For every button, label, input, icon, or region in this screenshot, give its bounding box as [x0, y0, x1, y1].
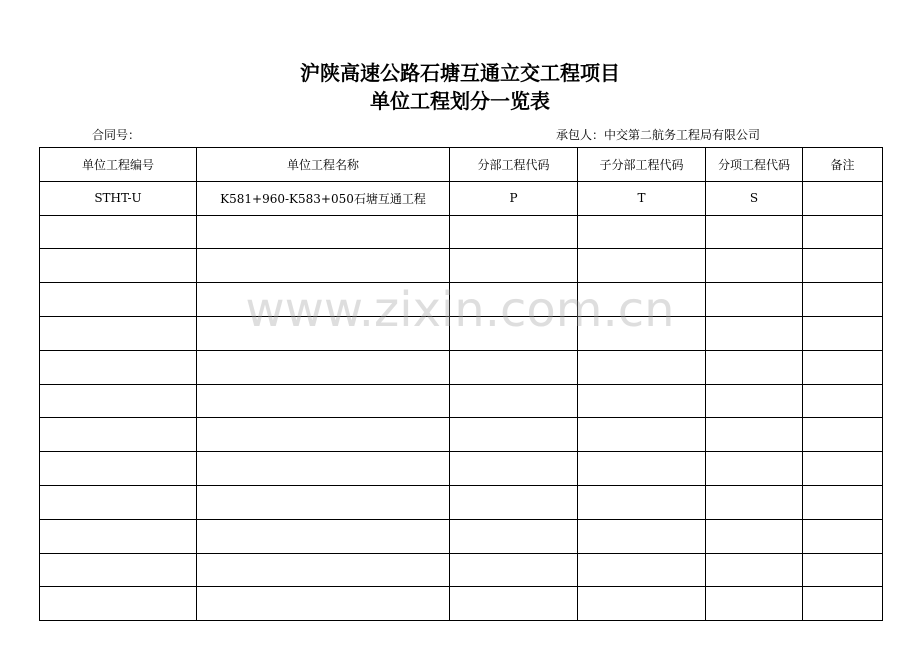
- empty-table-cell: [197, 452, 450, 486]
- empty-table-row: [40, 418, 883, 452]
- empty-table-cell: [706, 587, 803, 621]
- empty-table-cell: [706, 316, 803, 350]
- table-cell: STHT-U: [40, 181, 197, 215]
- empty-table-cell: [450, 384, 578, 418]
- empty-table-cell: [803, 384, 883, 418]
- empty-table-cell: [40, 452, 197, 486]
- empty-table-cell: [578, 587, 706, 621]
- empty-table-cell: [197, 316, 450, 350]
- empty-table-cell: [803, 553, 883, 587]
- empty-table-cell: [803, 316, 883, 350]
- empty-table-cell: [803, 519, 883, 553]
- empty-table-cell: [803, 350, 883, 384]
- table-cell: K581+960-K583+050石塘互通工程: [197, 181, 450, 215]
- empty-table-cell: [578, 418, 706, 452]
- column-header: 子分部工程代码: [578, 148, 706, 182]
- empty-table-row: [40, 519, 883, 553]
- empty-table-cell: [450, 418, 578, 452]
- empty-table-cell: [197, 283, 450, 317]
- empty-table-cell: [450, 283, 578, 317]
- empty-table-cell: [706, 452, 803, 486]
- table-header-row: [40, 148, 883, 182]
- empty-table-cell: [40, 418, 197, 452]
- table-row: [40, 181, 883, 215]
- empty-table-cell: [197, 485, 450, 519]
- empty-table-cell: [197, 215, 450, 249]
- column-header: 分项工程代码: [706, 148, 803, 182]
- empty-table-cell: [706, 418, 803, 452]
- column-header: 单位工程编号: [40, 148, 197, 182]
- empty-table-cell: [197, 587, 450, 621]
- empty-table-cell: [40, 519, 197, 553]
- empty-table-cell: [450, 316, 578, 350]
- empty-table-cell: [40, 587, 197, 621]
- document-subtitle: 单位工程划分一览表: [370, 89, 550, 113]
- empty-table-cell: [803, 249, 883, 283]
- empty-table-row: [40, 553, 883, 587]
- empty-table-cell: [578, 283, 706, 317]
- empty-table-cell: [197, 384, 450, 418]
- empty-table-cell: [197, 350, 450, 384]
- empty-table-cell: [450, 587, 578, 621]
- empty-table-row: [40, 452, 883, 486]
- column-header: 单位工程名称: [197, 148, 450, 182]
- empty-table-cell: [40, 316, 197, 350]
- empty-table-cell: [706, 519, 803, 553]
- empty-table-cell: [40, 215, 197, 249]
- empty-table-cell: [803, 215, 883, 249]
- empty-table-row: [40, 215, 883, 249]
- empty-table-cell: [578, 384, 706, 418]
- empty-table-cell: [450, 215, 578, 249]
- empty-table-cell: [450, 350, 578, 384]
- empty-table-row: [40, 283, 883, 317]
- empty-table-cell: [578, 519, 706, 553]
- empty-table-cell: [706, 215, 803, 249]
- empty-table-cell: [578, 316, 706, 350]
- empty-table-cell: [803, 452, 883, 486]
- empty-table-cell: [578, 452, 706, 486]
- empty-table-cell: [578, 485, 706, 519]
- empty-table-row: [40, 587, 883, 621]
- empty-table-cell: [40, 384, 197, 418]
- empty-table-cell: [803, 418, 883, 452]
- empty-table-row: [40, 249, 883, 283]
- empty-table-cell: [197, 519, 450, 553]
- empty-table-row: [40, 384, 883, 418]
- empty-table-row: [40, 485, 883, 519]
- empty-table-row: [40, 316, 883, 350]
- empty-table-cell: [803, 485, 883, 519]
- table-cell: S: [706, 181, 803, 215]
- empty-table-cell: [197, 249, 450, 283]
- table-cell: P: [450, 181, 578, 215]
- empty-table-cell: [706, 283, 803, 317]
- column-header: 分部工程代码: [450, 148, 578, 182]
- empty-table-cell: [40, 553, 197, 587]
- empty-table-cell: [578, 215, 706, 249]
- contract-number-label: 合同号：: [92, 128, 141, 142]
- table-cell: [803, 181, 883, 215]
- empty-table-cell: [197, 418, 450, 452]
- empty-table-cell: [706, 384, 803, 418]
- unit-division-table: [39, 147, 883, 621]
- empty-table-cell: [197, 553, 450, 587]
- empty-table-cell: [706, 485, 803, 519]
- watermark: www.zixin.com.cn: [245, 282, 675, 338]
- empty-table-cell: [450, 249, 578, 283]
- empty-table-row: [40, 350, 883, 384]
- empty-table-cell: [450, 519, 578, 553]
- empty-table-cell: [450, 452, 578, 486]
- empty-table-cell: [40, 350, 197, 384]
- document-title: 沪陕高速公路石塘互通立交工程项目: [300, 61, 620, 85]
- empty-table-cell: [40, 283, 197, 317]
- empty-table-cell: [706, 553, 803, 587]
- empty-table-cell: [40, 485, 197, 519]
- empty-table-cell: [450, 553, 578, 587]
- empty-table-cell: [578, 350, 706, 384]
- column-header: 备注: [803, 148, 883, 182]
- table-cell: T: [578, 181, 706, 215]
- empty-table-cell: [706, 249, 803, 283]
- empty-table-cell: [40, 249, 197, 283]
- empty-table-cell: [578, 249, 706, 283]
- empty-table-cell: [578, 553, 706, 587]
- empty-table-cell: [450, 485, 578, 519]
- empty-table-cell: [706, 350, 803, 384]
- empty-table-cell: [803, 587, 883, 621]
- empty-table-cell: [803, 283, 883, 317]
- contractor-label: 承包人：中交第二航务工程局有限公司: [556, 128, 761, 142]
